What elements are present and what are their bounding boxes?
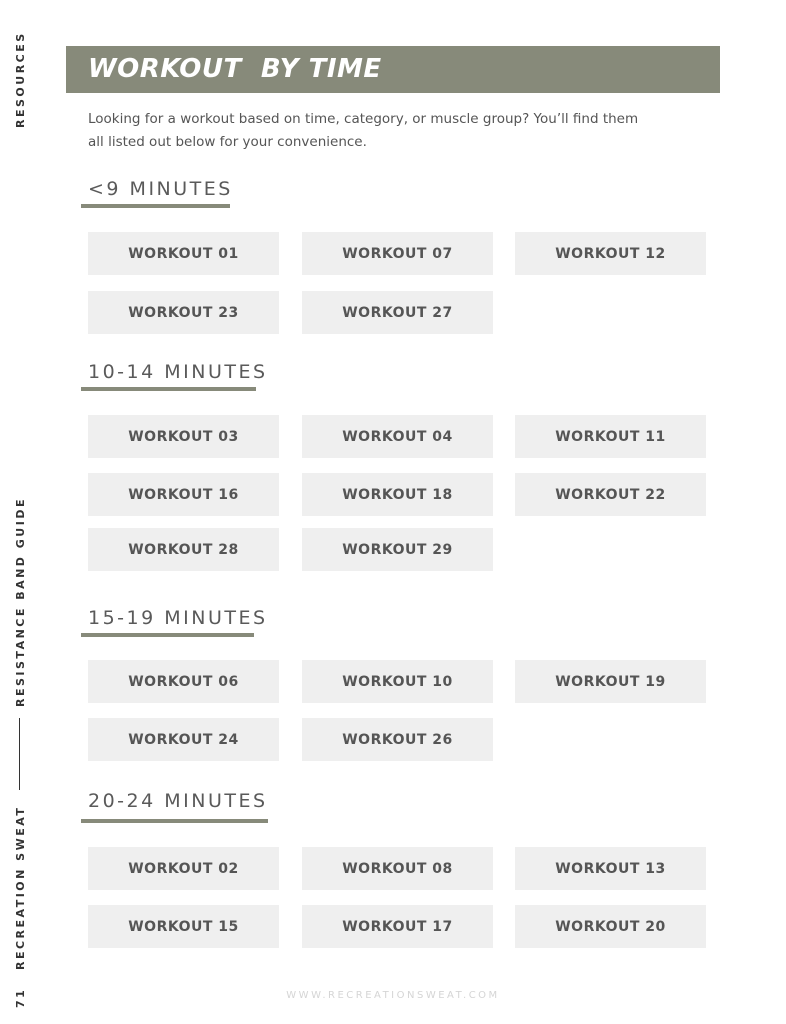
workout-tile[interactable]: WORKOUT 08	[302, 847, 493, 890]
workout-tile[interactable]: WORKOUT 28	[88, 528, 279, 571]
side-label-resources: RESOURCES	[14, 31, 27, 128]
workout-tile[interactable]: WORKOUT 10	[302, 660, 493, 703]
workout-tile[interactable]: WORKOUT 01	[88, 232, 279, 275]
workout-tile[interactable]: WORKOUT 17	[302, 905, 493, 948]
title-bar	[66, 46, 720, 93]
workout-tile[interactable]: WORKOUT 06	[88, 660, 279, 703]
workout-tile[interactable]: WORKOUT 22	[515, 473, 706, 516]
workout-tile[interactable]: WORKOUT 12	[515, 232, 706, 275]
workout-tile[interactable]: WORKOUT 07	[302, 232, 493, 275]
section-heading-20-24: 20-24 MINUTES	[88, 790, 268, 812]
workout-tile[interactable]: WORKOUT 24	[88, 718, 279, 761]
workout-tile[interactable]: WORKOUT 15	[88, 905, 279, 948]
intro-text	[88, 108, 688, 154]
section-heading-10-14: 10-14 MINUTES	[88, 361, 268, 383]
section-heading-15-19: 15-19 MINUTES	[88, 607, 268, 629]
workout-tile[interactable]: WORKOUT 26	[302, 718, 493, 761]
workout-tile[interactable]: WORKOUT 03	[88, 415, 279, 458]
side-divider	[19, 718, 20, 790]
workout-tile[interactable]: WORKOUT 19	[515, 660, 706, 703]
workout-tile[interactable]: WORKOUT 27	[302, 291, 493, 334]
section-heading-under-9: <9 MINUTES	[88, 178, 233, 200]
section-underline	[81, 633, 254, 637]
section-underline	[81, 204, 230, 208]
side-label-guide: RESISTANCE BAND GUIDE	[14, 497, 27, 707]
page-title: WORKOUT BY TIME	[88, 54, 382, 84]
workout-tile[interactable]: WORKOUT 20	[515, 905, 706, 948]
workout-tile[interactable]: WORKOUT 23	[88, 291, 279, 334]
workout-tile[interactable]: WORKOUT 29	[302, 528, 493, 571]
workout-tile[interactable]: WORKOUT 11	[515, 415, 706, 458]
workout-tile[interactable]: WORKOUT 13	[515, 847, 706, 890]
workout-tile[interactable]: WORKOUT 18	[302, 473, 493, 516]
section-underline	[81, 819, 268, 823]
page-number: 71	[14, 987, 27, 1008]
intro-line-2: all listed out below for your convenience.	[88, 134, 367, 150]
workout-tile[interactable]: WORKOUT 04	[302, 415, 493, 458]
footer-url: WWW.RECREATIONSWEAT.COM	[286, 990, 500, 1001]
workout-tile[interactable]: WORKOUT 16	[88, 473, 279, 516]
intro-line-1: Looking for a workout based on time, category, or muscle group? You’ll find them	[88, 111, 639, 127]
section-underline	[81, 387, 256, 391]
workout-tile[interactable]: WORKOUT 02	[88, 847, 279, 890]
side-label-brand: RECREATION SWEAT	[14, 805, 27, 970]
